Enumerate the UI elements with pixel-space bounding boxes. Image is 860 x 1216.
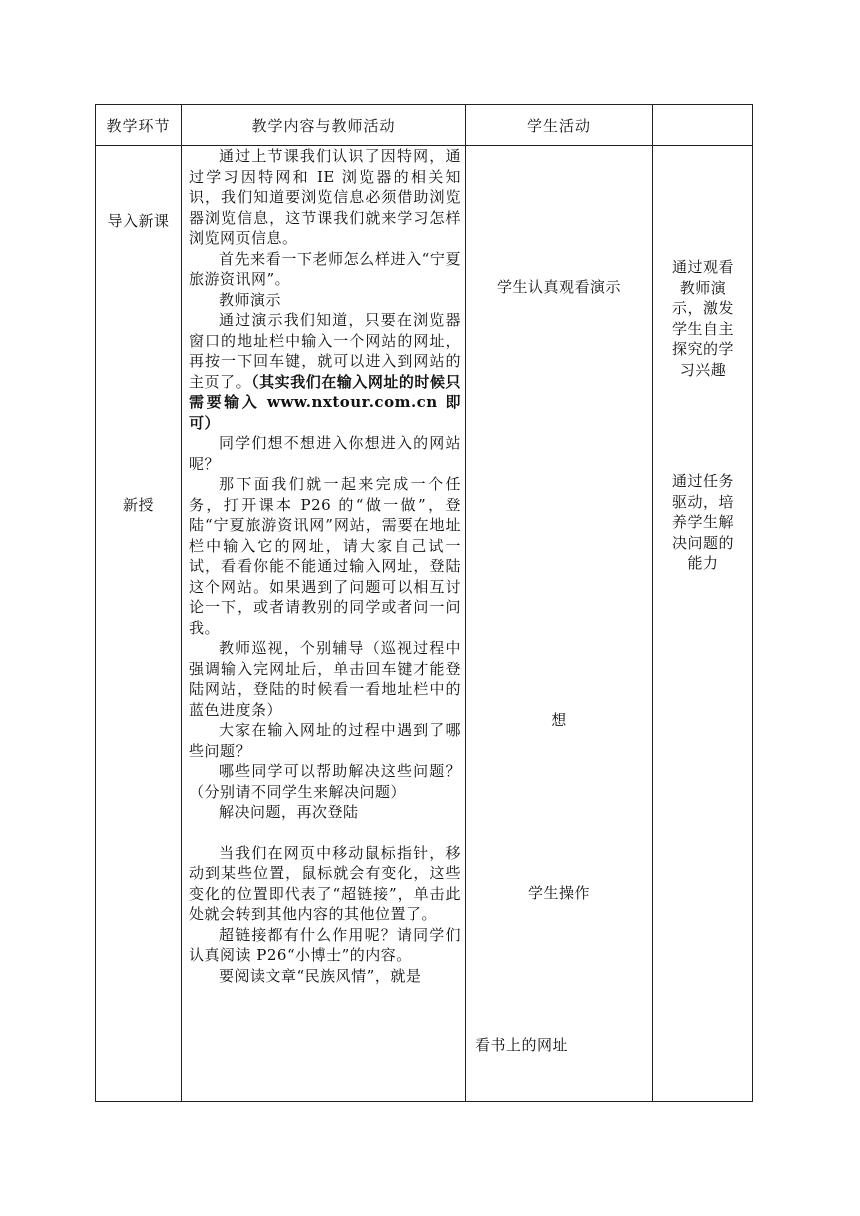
student-activity-read: 看书上的网址: [475, 1036, 569, 1054]
purpose-1: 通过观看教师演示，激发学生自主探究的学习兴趣: [671, 258, 734, 379]
header-content: 教学内容与教师活动: [251, 116, 396, 135]
blank-line: [189, 823, 461, 843]
content-paragraph: 同学们想不想进入你想进入的网站呢？: [189, 434, 461, 473]
content-text: 通过演示我们知道，只要在浏览器窗口的地址栏中输入一个网站的网址，再按一下回车键，就可以进入到网站的主页了。: [189, 311, 461, 391]
content-paragraph: 教师演示: [219, 290, 282, 309]
teacher-activity-content: [189, 146, 461, 986]
content-paragraph: [189, 310, 461, 433]
content-paragraph: 那下面我们就一起来完成一个任务，打开课本 P26 的“做一做”，登陆“宁夏旅游资讯网”网站，需要在地址栏中输入它的网址，请大家自己试一试，看看你能不能通过输入网址，登陆这个网站。如果遇到了问题可以相互讨论一下，或者请教别的同学或者问一问我。: [189, 475, 461, 637]
content-paragraph: 首先来看一下老师怎么样进入“宁夏旅游资讯网”。: [189, 249, 461, 288]
content-paragraph: 哪些同学可以帮助解决这些问题？（分别请不同学生来解决问题）: [189, 762, 461, 801]
content-paragraph: 大家在输入网址的过程中遇到了哪些问题？: [189, 721, 461, 760]
table-left-border: [95, 104, 96, 1102]
content-bold-note: （其实我们在输入网址的时候只需要输入 www.nxtour.com.cn 即可）: [189, 372, 461, 432]
content-paragraph: 要阅读文章“民族风情”，就是: [219, 966, 422, 985]
header-purpose: [653, 104, 752, 146]
stage-new-lesson: 新授: [122, 496, 154, 514]
purpose-2: 通过任务驱动，培养学生解决问题的能力: [671, 472, 734, 572]
stage-intro: 导入新课: [107, 212, 170, 230]
student-activity-think: 想: [551, 711, 567, 729]
col-divider-2: [465, 104, 466, 1102]
content-paragraph: 当我们在网页中移动鼠标指针，移动到某些位置，鼠标就会有变化，这些变化的位置即代表了“超链接”，单击此处就会转到其他内容的其他位置了。: [189, 843, 461, 923]
content-paragraph: 解决问题，再次登陆: [219, 803, 359, 821]
student-activity-watch: 学生认真观看演示: [496, 278, 621, 296]
content-paragraph: 通过上节课我们认识了因特网，通过学习因特网和 IE 浏览器的相关知识，我们知道要浏览信息必须借助浏览器浏览信息，这节课我们就来学习怎样浏览网页信息。: [189, 147, 461, 247]
content-paragraph: 超链接都有什么作用呢？请同学们认真阅读 P26“小博士”的内容。: [189, 925, 461, 964]
header-student: 学生活动: [526, 116, 591, 135]
col-divider-3: [652, 104, 653, 1102]
student-activity-operate: 学生操作: [527, 884, 590, 902]
col-divider-1: [181, 104, 182, 1102]
table-bottom-border: [95, 1101, 753, 1102]
content-paragraph: 教师巡视，个别辅导（巡视过程中强调输入完网址后，单击回车键才能登陆网站，登陆的时候看一看地址栏中的蓝色进度条）: [189, 639, 461, 719]
header-stage: 教学环节: [106, 116, 171, 135]
table-right-border: [752, 104, 753, 1102]
